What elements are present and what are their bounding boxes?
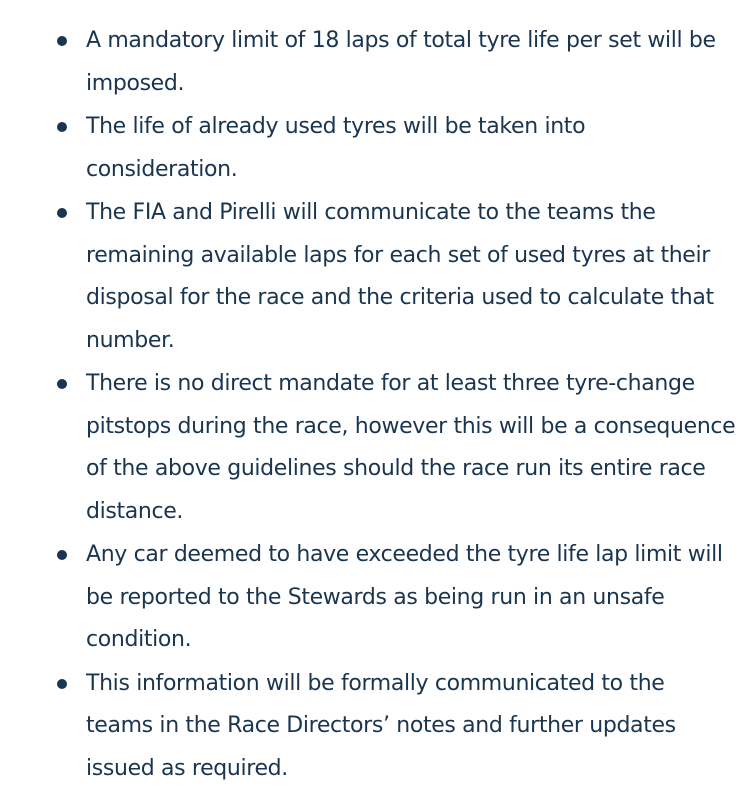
- list-item-text: This information will be formally communicated to the teams in the Race Directors’ notes and further updates issued as required.: [86, 670, 676, 781]
- bullet-dot-icon: [57, 208, 67, 218]
- bullet-dot-icon: [57, 379, 67, 389]
- list-item-text: The life of already used tyres will be taken into consideration.: [86, 114, 586, 182]
- list-item-text: Any car deemed to have exceeded the tyre life lap limit will be reported to the Stewards as being run in an unsafe condition.: [86, 542, 723, 652]
- list-item: [0, 363, 745, 533]
- list-item: [0, 106, 745, 191]
- list-item-text: The FIA and Pirelli will communicate to the teams the remaining available laps for each set of used tyres at their disposal for the race and the criteria used to calculate that number.: [86, 200, 714, 353]
- list-item: [0, 534, 745, 662]
- list-item: [0, 20, 745, 105]
- bullet-list: [0, 20, 745, 790]
- list-item-text: A mandatory limit of 18 laps of total tyre life per set will be imposed.: [86, 28, 716, 96]
- bullet-dot-icon: [57, 550, 67, 560]
- bullet-dot-icon: [57, 36, 67, 46]
- list-item: [0, 192, 745, 362]
- bullet-dot-icon: [57, 122, 67, 132]
- list-item-text: There is no direct mandate for at least three tyre-change pitstops during the race, however this will be a consequence of the above guidelines should the race run its entire race distance.: [86, 371, 736, 524]
- bullet-dot-icon: [57, 679, 67, 689]
- list-item: [0, 663, 745, 791]
